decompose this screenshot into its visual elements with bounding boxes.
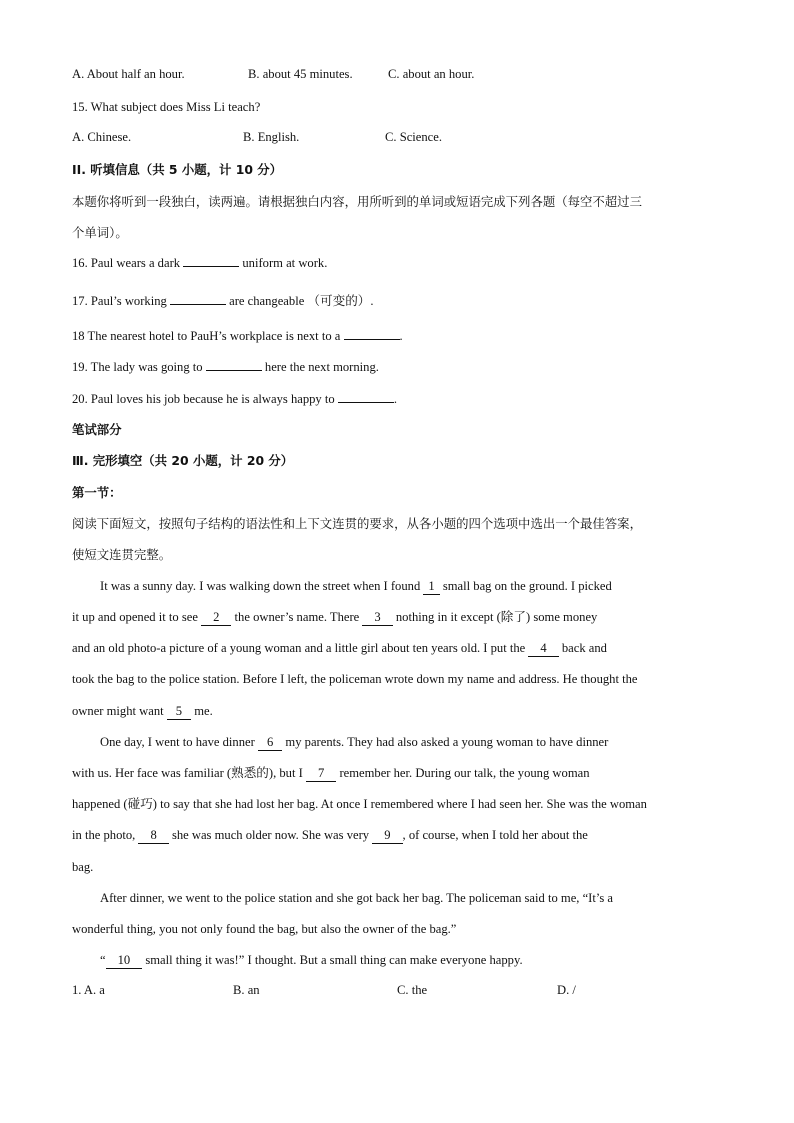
question-20-text-before: 20. Paul loves his job because he is always happy to — [72, 392, 335, 406]
passage-p3-line-1: After dinner, we went to the police station and she got back her bag. The policeman said to me, “It’s a — [100, 891, 613, 905]
passage-p1-line-2 — [72, 608, 597, 626]
passage-text: in the photo, — [72, 828, 136, 842]
section-3-subsection: 第一节： — [72, 485, 122, 500]
question-19-text-before: 19. The lady was going to — [72, 360, 203, 374]
passage-p2-line-5: bag. — [72, 860, 94, 874]
section-2-instruction-1: 本题你将听到一段独白，读两遍。请根据独白内容，用所听到的单词或短语完成下列各题（每空不超过三 — [72, 194, 642, 209]
question-18-text-before: 18 The nearest hotel to PauH’s workplace is next to a — [72, 329, 341, 343]
q1-option-b[interactable]: B. an — [233, 983, 260, 997]
cloze-blank-2[interactable]: 2 — [201, 610, 231, 626]
question-20 — [72, 390, 397, 408]
section-2-title: II. 听填信息（共 5 小题，计 10 分） — [72, 162, 283, 177]
q15-option-c: C. Science. — [385, 130, 443, 144]
section-3-title: Ⅲ. 完形填空（共 20 小题，计 20 分） — [72, 453, 294, 468]
q15-option-a: A. Chinese. — [72, 130, 132, 144]
passage-text: it up and opened it to see — [72, 610, 198, 624]
q1-option-a[interactable]: 1. A. a — [72, 983, 105, 997]
question-16 — [72, 254, 327, 272]
passage-text: owner might want — [72, 704, 164, 718]
question-16-text-before: 16. Paul wears a dark — [72, 256, 181, 270]
q15-option-b: B. English. — [243, 130, 300, 144]
passage-text: my parents. They had also asked a young woman to have dinner — [285, 735, 609, 749]
cloze-blank-6[interactable] — [258, 735, 282, 751]
passage-text: and an old photo-a picture of a young woman and a little girl about ten years old. I put the — [72, 641, 526, 655]
cloze-blank-3[interactable]: 3 — [362, 610, 392, 626]
q14-option-c: C. about an hour. — [388, 67, 475, 81]
passage-text: nothing in it except (除了) some money — [395, 610, 598, 624]
passage-text: small thing it was!” I thought. But a small thing can make everyone happy. — [145, 953, 523, 967]
passage-text: small bag on the ground. I picked — [442, 579, 612, 593]
passage-text: with us. Her face was familiar (熟悉的), but I — [72, 766, 303, 780]
passage-p1-line-3 — [72, 639, 607, 657]
q15-question: 15. What subject does Miss Li teach? — [72, 100, 261, 114]
cloze-blank-8[interactable]: 8 — [138, 828, 168, 844]
passage-text: It was a sunny day. I was walking down the street when I found — [100, 579, 421, 593]
passage-text: One day, I went to have dinner — [100, 735, 255, 749]
passage-text: the owner’s name. There — [234, 610, 360, 624]
passage-p3-line-2: wonderful thing, you not only found the bag, but also the owner of the bag.” — [72, 922, 457, 936]
question-19-blank[interactable] — [206, 370, 262, 371]
passage-text: she was much older now. She was very — [171, 828, 370, 842]
passage-p1-line-5 — [72, 702, 213, 720]
question-18-blank[interactable] — [344, 339, 400, 340]
q14-option-b: B. about 45 minutes. — [248, 67, 353, 81]
section-3-instruction-2: 使短文连贯完整。 — [72, 547, 172, 562]
cloze-blank-4[interactable]: 4 — [528, 641, 558, 657]
written-part-heading: 笔试部分 — [72, 422, 122, 437]
passage-p1-line-1 — [100, 577, 715, 595]
section-2-instruction-2: 个单词）。 — [72, 225, 128, 240]
question-20-blank[interactable] — [338, 402, 394, 403]
passage-p1-line-4: took the bag to the police station. Before I left, the policeman wrote down my name and address. He thought the — [72, 672, 638, 686]
cloze-blank-5[interactable]: 5 — [167, 704, 191, 720]
cloze-blank-6-number: 6 — [266, 735, 274, 749]
passage-text: “ — [100, 953, 106, 967]
question-17-blank[interactable] — [170, 304, 226, 305]
question-19 — [72, 358, 379, 376]
question-18 — [72, 327, 403, 345]
passage-p2-line-1 — [100, 733, 608, 751]
q1-option-c[interactable]: C. the — [397, 983, 428, 997]
q14-option-a: A. About half an hour. — [72, 67, 185, 81]
question-20-text-after: . — [393, 392, 397, 406]
passage-p2-line-3: happened (碰巧) to say that she had lost her bag. At once I remembered where I had seen her. She was the woman — [72, 797, 647, 811]
question-18-text-after: . — [399, 329, 403, 343]
passage-p4-line-1 — [100, 951, 523, 969]
cloze-blank-10[interactable]: 10 — [106, 953, 143, 969]
passage-p2-line-4 — [72, 826, 588, 844]
question-17-text-before: 17. Paul’s working — [72, 294, 167, 308]
cloze-blank-1[interactable]: 1 — [423, 579, 439, 595]
passage-text: me. — [194, 704, 213, 718]
cloze-blank-9[interactable]: 9 — [372, 828, 402, 844]
q1-option-d[interactable]: D. / — [557, 983, 576, 997]
question-19-text-after: here the next morning. — [264, 360, 379, 374]
passage-text: back and — [561, 641, 607, 655]
question-17-text-after: are changeable （可变的）. — [229, 294, 374, 308]
passage-text: , of course, when I told her about the — [402, 828, 588, 842]
passage-p2-line-2 — [72, 764, 590, 782]
passage-text: remember her. During our talk, the young woman — [339, 766, 590, 780]
question-17 — [72, 292, 374, 310]
question-16-blank[interactable] — [183, 266, 239, 267]
cloze-blank-7[interactable]: 7 — [306, 766, 336, 782]
section-3-instruction-1: 阅读下面短文，按照句子结构的语法性和上下文连贯的要求，从各小题的四个选项中选出一个最佳答案， — [72, 516, 642, 531]
question-16-text-after: uniform at work. — [242, 256, 328, 270]
